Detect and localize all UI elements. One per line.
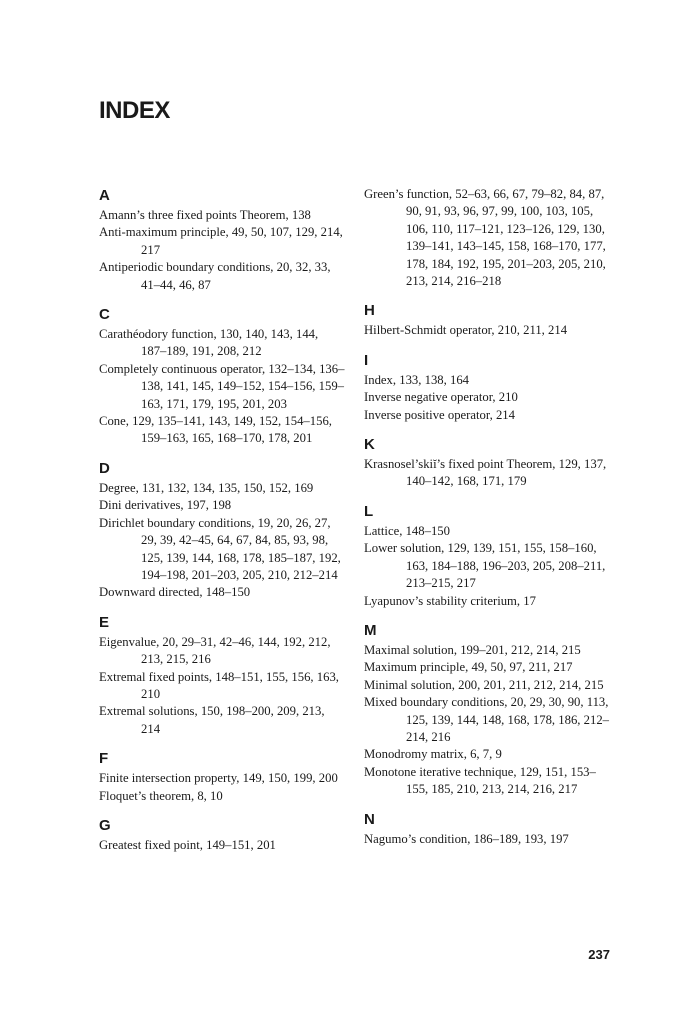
index-section: [99, 186, 345, 294]
index-entry: Inverse negative operator, 210: [364, 390, 518, 405]
index-entry: Eigenvalue, 20, 29–31, 42–46, 144, 192, 212, 213, 215, 216: [99, 634, 331, 667]
page-number: 237: [588, 947, 610, 962]
index-entry: Downward directed, 148–150: [99, 585, 251, 600]
index-entry: Hilbert-Schmidt operator, 210, 211, 214: [364, 323, 568, 338]
section-letter: C: [99, 306, 110, 324]
section-letter: F: [99, 750, 109, 768]
index-entry: Floquet’s theorem, 8, 10: [99, 788, 223, 803]
index-entry: Extremal solutions, 150, 198–200, 209, 213, 214: [99, 704, 325, 736]
index-entry: Maximal solution, 199–201, 212, 214, 215: [364, 642, 581, 657]
index-section: [99, 613, 345, 738]
section-letter: L: [364, 502, 374, 520]
index-entry: Finite intersection property, 149, 150, 199, 200: [99, 771, 338, 786]
index-section: [99, 305, 345, 448]
index-entry: Nagumo’s condition, 186–189, 193, 197: [364, 831, 569, 846]
index-entry: Lyapunov’s stability criterium, 17: [364, 593, 536, 608]
index-section: [99, 816, 345, 854]
index-entry: Carathéodory function, 130, 140, 143, 144, 187–189, 191, 208, 212: [99, 327, 319, 359]
index-entry: Lattice, 148–150: [364, 523, 450, 538]
index-column-right: [364, 186, 610, 859]
index-section: [364, 301, 610, 339]
section-letter: H: [364, 302, 375, 320]
index-entry: Maximum principle, 49, 50, 97, 211, 217: [364, 660, 573, 675]
index-entry: Monotone iterative technique, 129, 151, 153–155, 185, 210, 213, 214, 216, 217: [364, 764, 596, 797]
index-section: [364, 351, 610, 424]
index-entry: Amann’s three fixed points Theorem, 138: [99, 208, 311, 222]
index-section: [364, 186, 610, 290]
index-entry: Antiperiodic boundary conditions, 20, 32, 33, 41–44, 46, 87: [99, 260, 331, 292]
section-letter: I: [364, 351, 369, 369]
index-column-left: [99, 186, 345, 865]
index-entry: Greatest fixed point, 149–151, 201: [99, 837, 276, 852]
section-letter: A: [99, 187, 110, 204]
section-letter: M: [364, 621, 377, 639]
index-entry: Extremal fixed points, 148–151, 155, 156, 163, 210: [99, 669, 339, 701]
index-entry: Lower solution, 129, 139, 151, 155, 158–160, 163, 184–188, 196–203, 205, 208–211, 213–215, 217: [364, 541, 606, 591]
index-section: [364, 621, 610, 799]
index-section: [364, 435, 610, 491]
section-letter: D: [99, 459, 110, 477]
index-section: [99, 459, 345, 602]
index-entry: Dirichlet boundary conditions, 19, 20, 26, 27, 29, 39, 42–45, 64, 67, 84, 85, 93, 98, 125, 139, 144, 168, 178, 185–187, 192, 194–198, 201–203, 205, 210, 212–214: [99, 515, 341, 582]
index-entry: Minimal solution, 200, 201, 211, 212, 214, 215: [364, 677, 604, 692]
index-entry: Dini derivatives, 197, 198: [99, 498, 232, 513]
index-entry: Anti-maximum principle, 49, 50, 107, 129, 214, 217: [99, 225, 343, 257]
index-entry: Mixed boundary conditions, 20, 29, 30, 90, 113, 125, 139, 144, 148, 168, 178, 186, 212–214, 216: [364, 695, 609, 744]
index-entry: Inverse positive operator, 214: [364, 407, 515, 422]
section-letter: E: [99, 613, 110, 631]
index-section: [99, 749, 345, 805]
section-letter: N: [364, 810, 375, 828]
section-letter: K: [364, 436, 375, 454]
index-entry: Index, 133, 138, 164: [364, 372, 470, 387]
section-letter: G: [99, 816, 111, 834]
index-entry: Degree, 131, 132, 134, 135, 150, 152, 169: [99, 480, 314, 495]
index-section: [364, 502, 610, 610]
index-entry: Completely continuous operator, 132–134, 136–138, 141, 145, 149–152, 154–156, 159–163, 171, 179, 195, 201, 203: [99, 361, 345, 411]
index-entry: Green’s function, 52–63, 66, 67, 79–82, 84, 87, 90, 91, 93, 96, 97, 99, 100, 103, 105, 106, 110, 117–121, 123–126, 129, 130, 139–141, 143–145, 158, 168–170, 177, 178, 184, 192, 195, 201–203, 205, 210, 213, 214, 216–218: [364, 187, 606, 289]
index-entry: Cone, 129, 135–141, 143, 149, 152, 154–156, 159–163, 165, 168–170, 178, 201: [99, 414, 332, 446]
page-title: INDEX: [99, 97, 170, 124]
index-entry: Krasnosel’skiĭ’s fixed point Theorem, 129, 137, 140–142, 168, 171, 179: [364, 457, 607, 489]
index-entry: Monodromy matrix, 6, 7, 9: [364, 747, 502, 762]
index-section: [364, 810, 610, 848]
